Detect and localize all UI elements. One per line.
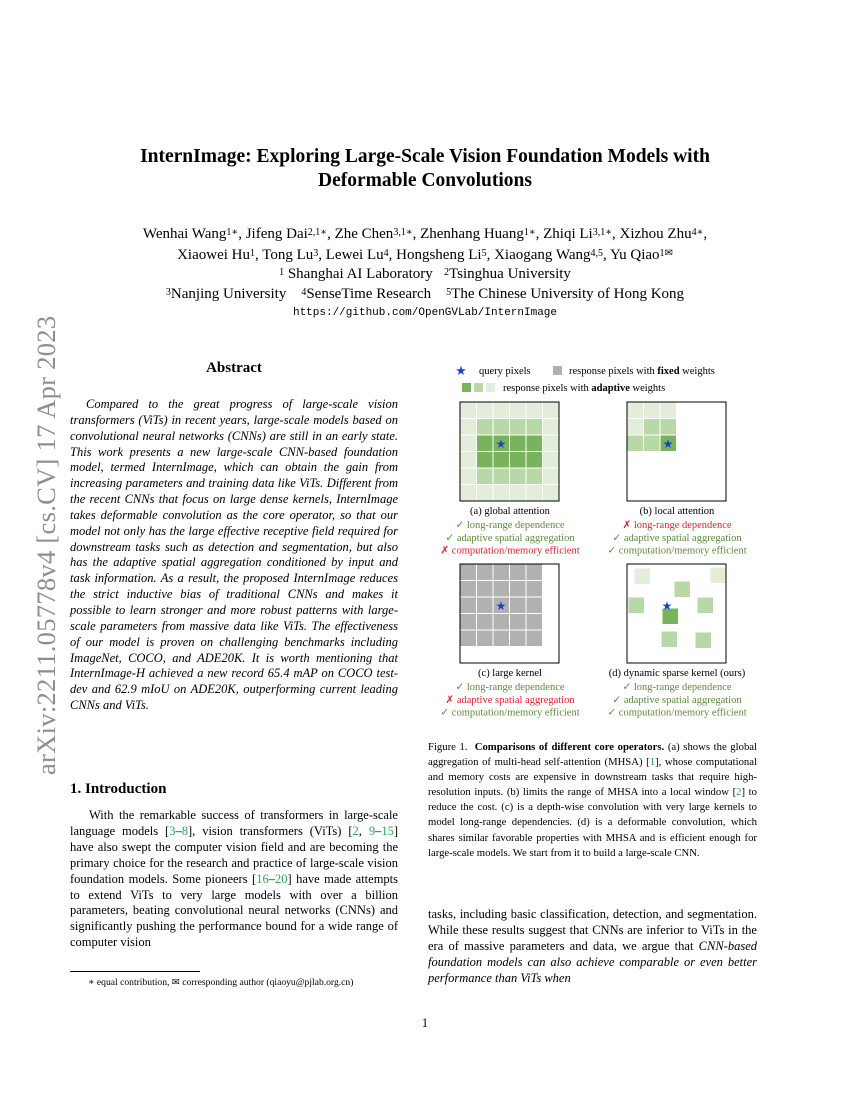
fixed-pixel [510, 614, 527, 631]
fixed-pixel [526, 597, 543, 614]
legend-fixed-label: response pixels with fixed weights [569, 366, 715, 377]
fixed-pixel [526, 614, 543, 631]
sampled-pixel [628, 597, 645, 614]
response-pixel [493, 485, 510, 502]
right-column-paragraph: tasks, including basic classification, detection, and segmentation. While these results suggest that CNNs are inferior to ViTs in the era of massive parameters and data, we argue that CNN-based foundation models can also achieve comparable or even better performance than ViTs when [428, 907, 757, 985]
sampled-pixel [661, 631, 678, 648]
property-pass: ✓ long-range dependence [622, 682, 732, 693]
legend-fixed-swatch [553, 366, 562, 375]
footnote-rule [70, 971, 200, 972]
figure-caption: Figure 1. Comparisons of different core operators. (a) shows the global aggregation of multi-head self-attention (MHSA) [1], whose computational and memory costs are expensive in downstream tasks that require high-resolution inputs. (b) limits the range of MHSA into a local window [2] to reduce the cost. (c) is a depth-wise convolution with very large kernels to model long-range dependencies. (d) is a deformable convolution, which shares similar favorable properties with MHSA and is efficient enough for large-scale models. We start from it to build a large-scale CNN. [428, 741, 758, 859]
fixed-pixel [477, 630, 494, 647]
response-pixel [526, 468, 543, 485]
fixed-pixel [510, 630, 527, 647]
property-fail: ✗ adaptive spatial aggregation [445, 694, 575, 706]
query-star-icon: ★ [662, 437, 674, 451]
panel-local-attention [627, 402, 726, 517]
response-pixel [627, 402, 644, 419]
figure-1 [428, 358, 768, 730]
citation-link[interactable]: 9 [368, 823, 376, 838]
property-pass: ✓ long-range dependence [455, 520, 565, 531]
response-pixel [460, 468, 477, 485]
response-pixel [460, 419, 477, 436]
response-pixel [644, 419, 661, 436]
response-pixel [526, 435, 543, 452]
response-pixel [460, 452, 477, 469]
response-pixel [543, 452, 560, 469]
property-pass: ✓ computation/memory efficient [607, 545, 747, 557]
property-pass: ✓ adaptive spatial aggregation [612, 694, 742, 706]
response-pixel [477, 402, 494, 419]
arxiv-side-stamp [21, 290, 77, 775]
fixed-pixel [477, 564, 494, 581]
arxiv-identifier: arXiv:2211.05778v4 [cs.CV] 17 Apr 2023 [31, 315, 61, 775]
response-pixel [510, 485, 527, 502]
affiliation-line-1: $^1$ Shanghai AI Laboratory $^2$Tsinghua University [279, 266, 571, 282]
title-line-1: InternImage: Exploring Large-Scale Vision Foundation Models with [140, 146, 710, 167]
panel-label: (b) local attention [639, 506, 715, 517]
panel-large-kernel [460, 564, 559, 679]
fixed-pixel [477, 581, 494, 598]
response-pixel [510, 468, 527, 485]
author-line-2: Xiaowei Hu$^1$, Tong Lu$^3$, Lewei Lu$^4$, Hongsheng Li$^5$, Xiaogang Wang$^{4,5}$, Yu Qiao$^{1✉}$ [177, 247, 673, 263]
query-star-icon: ★ [661, 599, 673, 613]
fixed-pixel [460, 581, 477, 598]
response-pixel [460, 435, 477, 452]
response-pixel [543, 402, 560, 419]
response-pixel [627, 435, 644, 452]
sampled-pixel [697, 597, 714, 614]
response-pixel [543, 468, 560, 485]
response-pixel [493, 452, 510, 469]
legend-adaptive-label: response pixels with adaptive weights [503, 383, 666, 394]
panel-label: (d) dynamic sparse kernel (ours) [608, 668, 746, 679]
response-pixel [526, 485, 543, 502]
sampled-pixel [695, 632, 712, 649]
citation-link[interactable]: 2 [736, 786, 742, 799]
sampled-pixel [634, 568, 651, 585]
paper-title [60, 145, 790, 193]
abstract-heading: Abstract [206, 360, 262, 376]
fixed-pixel [510, 581, 527, 598]
response-pixel [477, 485, 494, 502]
fixed-pixel [460, 630, 477, 647]
author-line-1: Wenhai Wang$^{1∗}$, Jifeng Dai$^{2,1∗}$, Zhe Chen$^{3,1∗}$, Zhenhang Huang$^{1∗}$, Zhiqi $Li^{3,1∗}$, Xizhou Zhu$^{4∗}$, [142, 226, 708, 242]
citation-link[interactable]: 2 [352, 823, 359, 838]
fixed-pixel [493, 630, 510, 647]
star-icon: ★ [455, 363, 467, 378]
panel-global-attention [460, 402, 559, 517]
response-pixel [510, 435, 527, 452]
response-pixel [510, 402, 527, 419]
fixed-pixel [477, 597, 494, 614]
fixed-pixel [493, 564, 510, 581]
fixed-pixel [493, 614, 510, 631]
page-number: 1 [421, 1016, 429, 1030]
panel-label: (c) large kernel [478, 668, 542, 679]
citation-link[interactable]: 16 [256, 871, 269, 886]
query-star-icon: ★ [495, 437, 507, 451]
citation-link[interactable]: 3 [169, 823, 176, 838]
legend-adaptive-swatch-light [486, 383, 495, 392]
response-pixel [543, 435, 560, 452]
response-pixel [477, 468, 494, 485]
panel-label: (a) global attention [470, 506, 550, 517]
sampled-pixel [710, 567, 727, 584]
intro-heading: 1. Introduction [70, 781, 167, 797]
fixed-pixel [460, 564, 477, 581]
response-pixel [543, 419, 560, 436]
citation-link[interactable]: 8 [181, 823, 188, 838]
response-pixel [660, 419, 677, 436]
fixed-pixel [477, 614, 494, 631]
legend-adaptive-swatch-mid [474, 383, 483, 392]
response-pixel [493, 468, 510, 485]
response-pixel [460, 402, 477, 419]
response-pixel [660, 402, 677, 419]
property-pass: ✓ computation/memory efficient [607, 707, 747, 719]
fixed-pixel [510, 597, 527, 614]
response-pixel [526, 419, 543, 436]
citation-link[interactable]: 20 [274, 871, 288, 886]
response-pixel [543, 485, 560, 502]
property-fail: ✗ long-range dependence [622, 520, 732, 531]
response-pixel [510, 452, 527, 469]
abstract-body: Compared to the great progress of large-scale vision transformers (ViTs) in recent years, large-scale models based on convolutional neural networks (CNNs) are still in an early state. This work presents a new large-scale CNN-based foundation model, termed InternImage, which can obtain the gain from increasing parameters and training data like ViTs. Different from the recent CNNs that focus on large dense kernels, InternImage takes deformable convolution as the core operator, so that our model not only has the large effective receptive field required for downstream tasks such as detection and segmentation, but also has the adaptive spatial aggregation conditioned by input and task information. As a result, the proposed InternImage reduces the strict inductive bias of traditional CNNs and makes it possible to learn stronger and more robust patterns with large-scale parameters from massive data like ViTs. The effectiveness of our model is proven on challenging benchmarks including ImageNet, COCO, and ADE20K. It is worth mentioning that InternImage-H achieved a new record 65.4 mAP on COCO test-dev and 62.9 mIoU on ADE20K, outperforming current leading CNNs and ViTs. [70, 397, 398, 713]
response-pixel [644, 402, 661, 419]
panel-dynamic-sparse-kernel [609, 564, 746, 679]
response-pixel [526, 402, 543, 419]
property-pass: ✓ adaptive spatial aggregation [445, 532, 575, 544]
response-pixel [627, 419, 644, 436]
response-pixel [493, 419, 510, 436]
property-pass: ✓ long-range dependence [455, 682, 565, 693]
response-pixel [477, 452, 494, 469]
fixed-pixel [526, 564, 543, 581]
legend-adaptive-swatch-strong [462, 383, 471, 392]
response-pixel [510, 419, 527, 436]
property-pass: ✓ computation/memory efficient [440, 707, 580, 719]
response-pixel [477, 435, 494, 452]
response-pixel [477, 419, 494, 436]
response-pixel [493, 402, 510, 419]
fixed-pixel [510, 564, 527, 581]
property-pass: ✓ adaptive spatial aggregation [612, 532, 742, 544]
fixed-pixel [526, 630, 543, 647]
response-pixel [460, 485, 477, 502]
fixed-pixel [460, 614, 477, 631]
response-pixel [644, 435, 661, 452]
intro-paragraph: With the remarkable success of transformers in large-scale language models [3–8], vision transformers (ViTs) [2, 9–15] have also swept the computer vision field and are becoming the primary choice for the research and practice of large-scale vision foundation models. Some pioneers [16–20] have made attempts to extend ViTs to very large models with over a billion parameters, beating convolutional neural networks (CNNs) and significantly pushing the performance bound for a wide range of computer vision [70, 808, 399, 950]
property-fail: ✗ computation/memory efficient [440, 545, 580, 557]
citation-link[interactable]: 15 [381, 823, 394, 838]
legend-query-label: query pixels [479, 366, 531, 377]
citation-link[interactable]: 1 [649, 756, 656, 769]
footnote: ∗ equal contribution, ✉ corresponding author (qiaoyu@pjlab.org.cn) [88, 977, 354, 988]
query-star-icon: ★ [495, 599, 507, 613]
response-pixel [526, 452, 543, 469]
figure-legend [455, 363, 715, 394]
title-line-2: Deformable Convolutions [318, 170, 532, 191]
repo-url[interactable]: https://github.com/OpenGVLab/InternImage [292, 307, 558, 319]
sampled-pixel [674, 581, 691, 598]
fixed-pixel [493, 581, 510, 598]
affiliation-line-2: $^3$Nanjing University $^4$SenseTime Research $^5$The Chinese University of Hong Kong [165, 286, 685, 302]
fixed-pixel [460, 597, 477, 614]
fixed-pixel [526, 581, 543, 598]
